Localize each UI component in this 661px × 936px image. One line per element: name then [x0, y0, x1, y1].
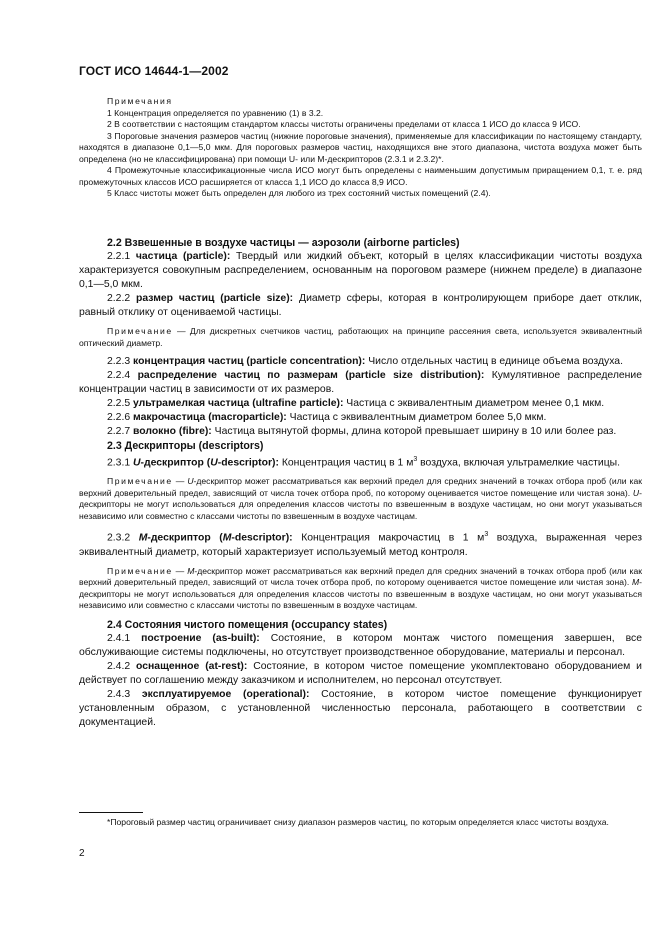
definition-2-4-3: 2.4.3 эксплуатируемое (operational): Состояние, в котором чистое помещение функционирует установленным образом, с установленной численностью персонала, работающего в соответствии с документацией. — [79, 688, 642, 728]
document-title: ГОСТ ИСО 14644-1—2002 — [79, 64, 229, 78]
notes-block — [79, 96, 642, 200]
note-item-4: 4 Промежуточные классификационные числа ИСО могут быть определены с наименьшим допустимым приращением 0,1, т. е. ряд промежуточных классов ИСО расширяется от класса 1,1 ИСО до класса 8,9 ИСО. — [79, 165, 642, 187]
definition-2-4-2: 2.4.2 оснащенное (at-rest): Состояние, в котором чистое помещение укомплектовано оборудованием и действует по соглашению между заказчиком и исполнителем, но персонал отсутствует. — [79, 660, 642, 686]
definition-2-2-3: 2.2.3 концентрация частиц (particle concentration): Число отдельных частиц в единице объема воздуха. — [107, 356, 623, 367]
definition-2-2-4: 2.2.4 распределение частиц по размерам (particle size distribution): Кумулятивное распределение концентрации частиц в зависимости от их размеров. — [79, 370, 642, 395]
page-number: 2 — [79, 848, 85, 859]
notes-title: Примечания — [107, 96, 173, 106]
definition-2-2-6: 2.2.6 макрочастица (macroparticle): Частица с эквивалентным диаметром более 5,0 мкм. — [107, 412, 547, 423]
definition-2-3-2: 2.3.2 M-дескриптор (M-descriptor): Концентрация макрочастиц в 1 $м^3$ воздуха, выраженная через эквивалентный диаметр, который характеризует используемый метод контроля. — [79, 531, 643, 558]
note-2-3-1: Примечание — U-дескриптор может рассматриваться как верхний предел для средних значений в точках отбора проб (или как верхний доверительный предел, зависящий от числа точек отбора проб, по которому оценивается чистое помещение или чистая зона). U-дескрипторы не могут использоваться для определения классов чистоты по взвешенным в воздухе частицам, но они могут указываться независимо или совместно с классами чистоты по взвешенным в воздухе частицам. — [79, 476, 642, 521]
definition-2-2-2: 2.2.2 размер частиц (particle size): Диаметр сферы, которая в контролирующем приборе дает отклик, равный отклику от оцениваемой частицы. — [79, 293, 642, 318]
note-2-3-2: Примечание — M-дескриптор может рассматриваться как верхний предел для средних значений в точках отбора проб (или как верхний доверительный предел, зависящий от числа точек отбора проб, по которому оценивается чистое помещение или чистая зона). M-дескрипторы не могут использоваться для определения классов чистоты по взвешенным в воздухе частицам, но они могут указываться независимо или совместно с классами чистоты по взвешенным в воздухе частицам. — [79, 565, 642, 611]
definition-2-2-7: 2.2.7 волокно (fibre): Частица вытянутой формы, длина которой превышает ширину в 10 или более раз. — [107, 426, 617, 437]
note-item-2: 2 В соответствии с настоящим стандартом классы чистоты ограничены пределами от класса 1 ИСО до класса 9 ИСО. — [107, 119, 581, 129]
note-item-1: 1 Концентрация определяется по уравнению (1) в 3.2. — [107, 107, 324, 118]
definition-2-3-1: 2.3.1 U-дескриптор (U-descriptor): Концентрация частиц в 1 $м^3$ воздуха, включая ультрамелкие частицы. — [107, 456, 621, 469]
definition-2-2-1: 2.2.1 частица (particle): Твердый или жидкий объект, который в целях классификации чистоты воздуха характеризуется совокупным распределением, основанным на пороговом размере (нижнем пределе) в диапазоне 0,1—5,0 мкм. — [79, 251, 643, 290]
section-heading: 2.2 Взвешенные в воздухе частицы — аэрозоли (airborne particles) — [107, 237, 460, 249]
note-item-5: 5 Класс чистоты может быть определен для любого из трех состояний чистых помещений (2.4). — [107, 188, 491, 198]
definition-2-2-5: 2.2.5 ультрамелкая частица (ultrafine particle): Частица с эквивалентным диаметром менее 0,1 мкм. — [107, 398, 605, 409]
note-2-2-2: Примечание — Для дискретных счетчиков частиц, работающих на принципе рассеяния света, используется эквивалентный оптический диаметр. — [79, 326, 642, 348]
definition-2-4-1: 2.4.1 построение (as-built): Состояние, в котором монтаж чистого помещения завершен, все обслуживающие системы подключены, но отсутствует производственное оборудование, материалы и персонал. — [79, 632, 643, 658]
section-heading: 2.4 Состояния чистого помещения (occupancy states) — [107, 618, 388, 631]
section-2-2 — [79, 236, 642, 730]
note-item-3: 3 Пороговые значения размеров частиц (нижние пороговые значения), применяемые для классификации по настоящему стандарту, находятся в диапазоне 0,1—5,0 мкм. Для пороговых размеров частиц, находящихся вне этого диапазона, чистота воздуха может быть определена (но не классифицирована) при помощи U- или M-дескрипторов (2.3.1 и 2.3.2)*. — [79, 130, 642, 164]
footnote: *Пороговый размер частиц ограничивает снизу диапазон размеров частиц, по которым определяется класс чистоты воздуха. — [107, 817, 609, 827]
section-heading: 2.3 Дескрипторы (descriptors) — [107, 440, 264, 452]
footnote-divider — [79, 812, 143, 813]
